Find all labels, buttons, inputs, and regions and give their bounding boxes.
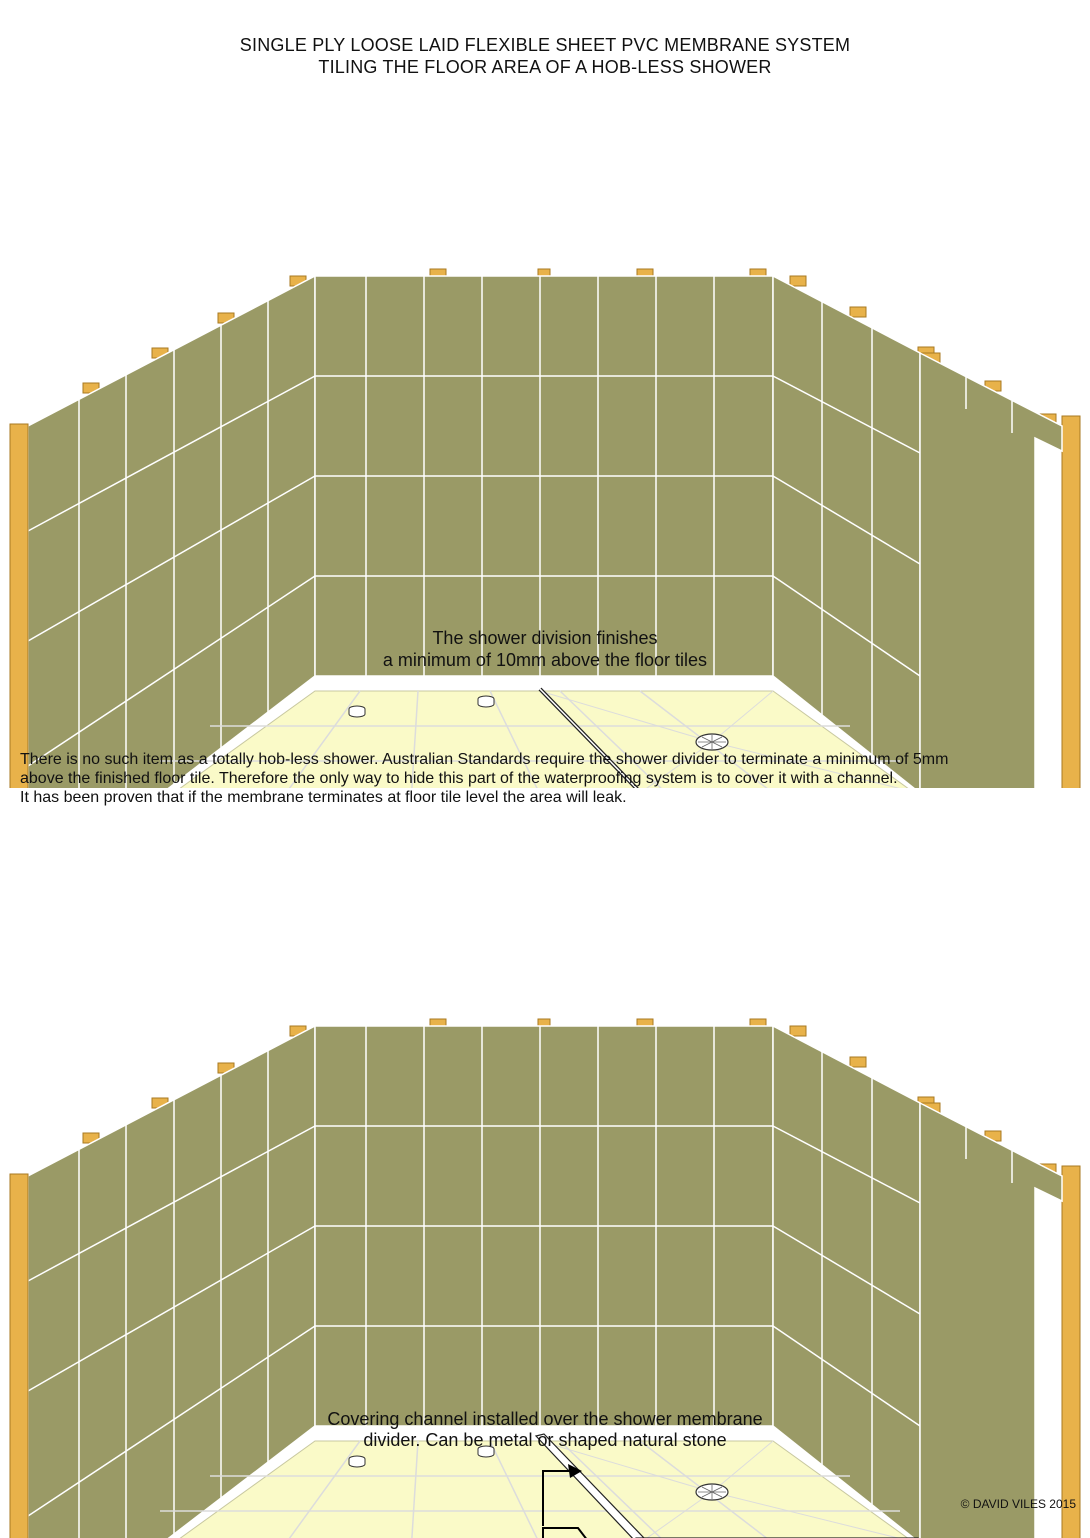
bottom-panel-caption-line-1: Covering channel installed over the shower membrane (327, 1409, 763, 1429)
shower-floor-waste-grate (696, 1484, 728, 1500)
top-panel-caption-line-1: The shower division finishes (432, 628, 658, 648)
room-shell (8, 1019, 1082, 1538)
bathroom-illustration-top (0, 88, 1090, 788)
basin-waste-pipe (349, 706, 365, 717)
bath-waste-pipe (478, 696, 494, 707)
shower-floor-waste-grate (696, 734, 728, 750)
room-shell (8, 269, 1082, 788)
explanation-line-2: above the finished floor tile. Therefore the only way to hide this part of the waterproofing system is to cover it with a channel. (20, 770, 898, 787)
bottom-panel-caption-line-2: divider. Can be metal or shaped natural stone (363, 1430, 727, 1450)
explanation-line-1: There is no such item as a totally hob-less shower. Australian Standards require the shower divider to terminate a minimum of 5mm (20, 751, 949, 768)
explanation-line-3: It has been proven that if the membrane terminates at floor tile level the area will leak. (20, 789, 627, 806)
diagram-title-line-1: SINGLE PLY LOOSE LAID FLEXIBLE SHEET PVC MEMBRANE SYSTEM (239, 35, 851, 55)
top-panel-caption-line-2: a minimum of 10mm above the floor tiles (382, 650, 708, 670)
diagram-title-line-2: TILING THE FLOOR AREA OF A HOB-LESS SHOWER (318, 57, 772, 77)
basin-waste-pipe (349, 1456, 365, 1467)
copyright-notice: © DAVID VILES 2015 (960, 1497, 1076, 1511)
